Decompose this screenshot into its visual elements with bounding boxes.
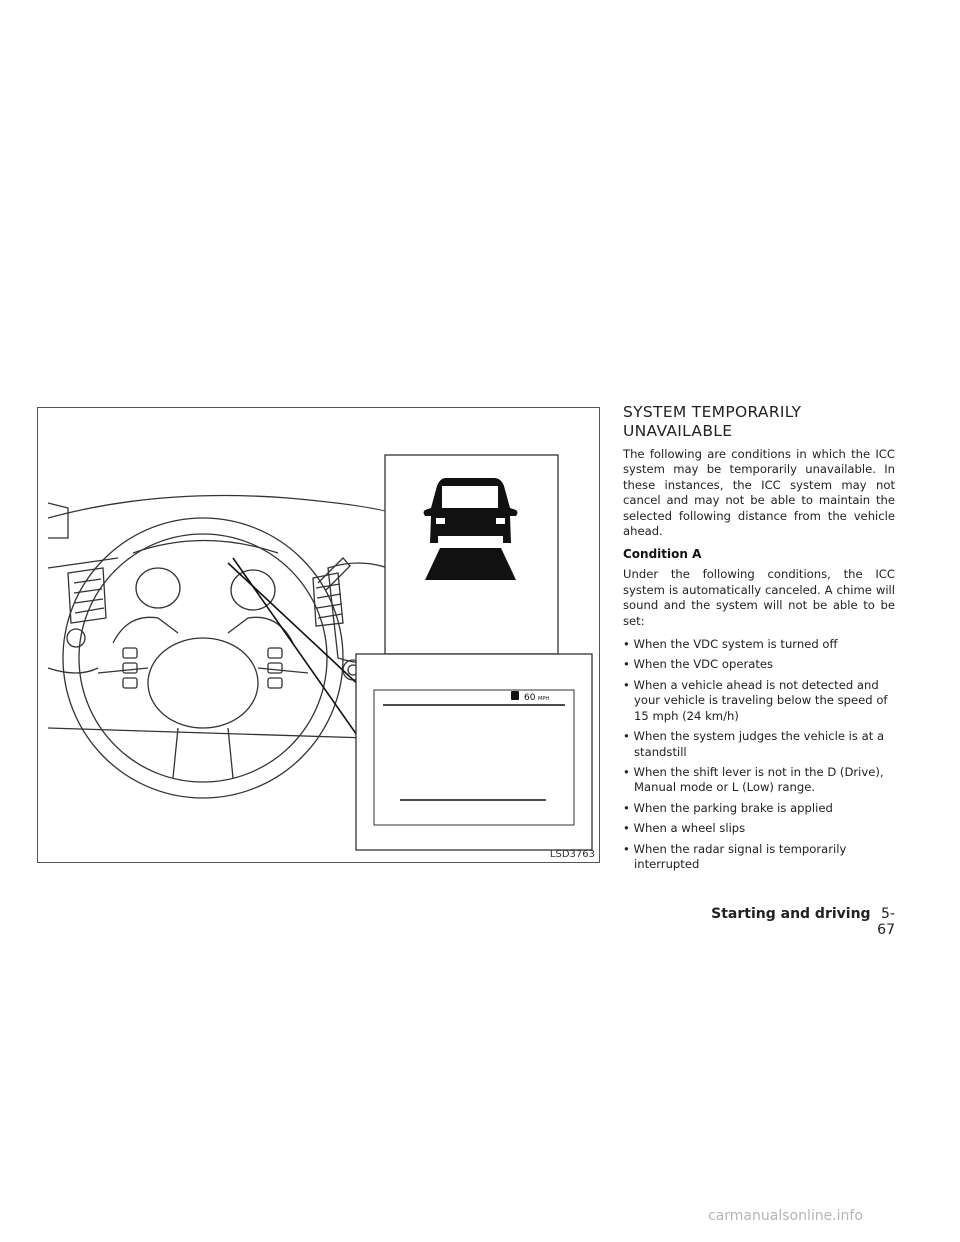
car-mini-icon <box>511 691 519 700</box>
figure-code: LSD3763 <box>549 849 595 860</box>
condition-list <box>623 637 895 872</box>
list-item: • When the VDC system is turned off <box>623 637 895 652</box>
list-item: • When the radar signal is temporarily interrupted <box>623 842 895 873</box>
condition-subheading: Condition A <box>623 547 702 562</box>
display-speed: 60 <box>524 693 536 703</box>
list-item: • When the system judges the vehicle is at a standstill <box>623 729 895 760</box>
list-item: • When the parking brake is applied <box>623 801 895 816</box>
page-footer <box>705 906 895 938</box>
section-title <box>623 403 895 441</box>
list-item: • When the shift lever is not in the D (Drive), Manual mode or L (Low) range. <box>623 765 895 796</box>
section-title-line1: SYSTEM TEMPORARILY <box>623 403 802 421</box>
steering-wheel-illustration <box>38 408 599 862</box>
intro-paragraph: The following are conditions in which the ICC system may be temporarily unavailable. In these instances, the ICC system may not cancel and may not be able to maintain the selected following distance from the vehicle ahead. <box>623 447 895 539</box>
list-item: • When a vehicle ahead is not detected and your vehicle is traveling below the speed of 15 mph (24 km/h) <box>623 678 895 724</box>
display-unit: MPH <box>538 696 550 702</box>
condition-intro: Under the following conditions, the ICC system is automatically canceled. A chime will sound and the system will not be able to be set: <box>623 567 895 628</box>
watermark-text: carmanualsonline.info <box>708 1208 863 1224</box>
text-column <box>623 403 895 877</box>
section-title-line2: UNAVAILABLE <box>623 422 733 440</box>
list-item: • When a wheel slips <box>623 821 895 836</box>
list-item: • When the VDC operates <box>623 657 895 672</box>
page-number: 5-67 <box>877 906 895 938</box>
dashboard-figure <box>37 407 600 863</box>
footer-section-name: Starting and driving <box>711 906 871 922</box>
